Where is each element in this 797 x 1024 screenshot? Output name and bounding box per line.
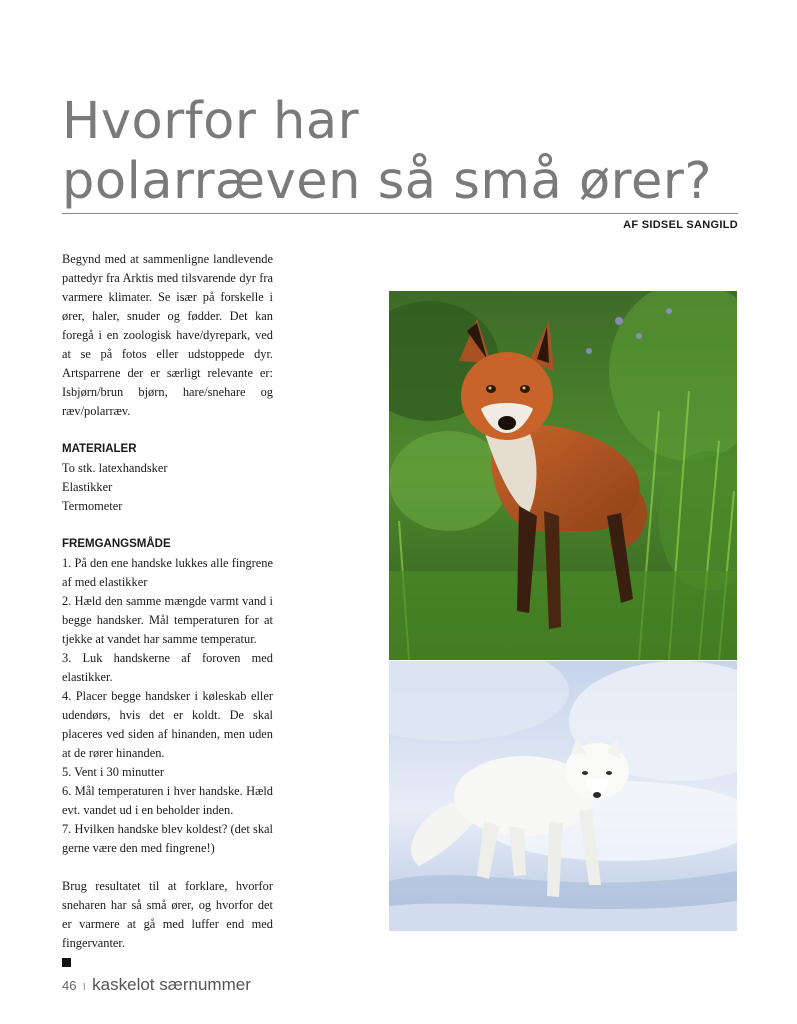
footer-separator: I (82, 982, 86, 993)
procedure-step: 6. Mål temperaturen i hver handske. Hæld evt. vandet ud i en beholder inden. (62, 784, 273, 817)
procedure-step: 2. Hæld den samme mængde varmt vand i begge handsker. Mål temperaturen for at tjekke at vandet har samme temperatur. (62, 594, 273, 646)
procedure-heading: FREMGANGSMÅDE (62, 538, 171, 550)
page-footer (62, 975, 251, 995)
end-mark (62, 958, 71, 967)
red-fox-photo (389, 291, 737, 660)
materials-item: Elastikker (62, 480, 113, 494)
article-body (62, 250, 273, 967)
materials-item: To stk. latexhandsker (62, 461, 168, 475)
procedure-step: 4. Placer begge handsker i køleskab eller udendørs, hvis det er koldt. De skal placeres ved siden af hinanden, men uden at de rører hinanden. (62, 689, 273, 760)
procedure-step: 3. Luk handskerne af foroven med elastikker. (62, 651, 273, 684)
title-line-1: Hvorfor har (62, 92, 360, 151)
materials-list (62, 459, 273, 516)
procedure-step: 1. På den ene handske lukkes alle fingrene af med elastikker (62, 556, 273, 589)
materials-item: Termometer (62, 499, 123, 513)
procedure-list (62, 554, 273, 858)
intro-paragraph: Begynd med at sammenligne landlevende pattedyr fra Arktis med tilsvarende dyr fra varmere klimater. Se især på forskelle i ører, haler, snuder og fødder. Det kan foregå i en zoologisk have/dyrepark, ved at se på fotos eller udstoppede dyr. Artsparrene der er særligt relevante er: Isbjørn/brun bjørn, hare/snehare og ræv/polarræv. (62, 252, 273, 418)
title-line-2: polarræven så små ører? (62, 152, 712, 211)
author-byline: AF SIDSEL SANGILD (623, 219, 738, 231)
procedure-step: 5. Vent i 30 minutter (62, 765, 164, 779)
page-number: 46 (62, 978, 77, 993)
conclusion-paragraph: Brug resultatet til at forklare, hvorfor sneharen har så små ører, og hvorfor det er varmere at gå med luffer end med fingervanter. (62, 879, 273, 950)
magazine-name: kaskelot særnummer (92, 975, 251, 994)
article-title (62, 92, 742, 212)
materials-heading: MATERIALER (62, 443, 137, 455)
procedure-step: 7. Hvilken handske blev koldest? (det skal gerne være den med fingrene!) (62, 822, 273, 855)
arctic-fox-photo (389, 661, 737, 931)
title-divider (62, 213, 738, 214)
